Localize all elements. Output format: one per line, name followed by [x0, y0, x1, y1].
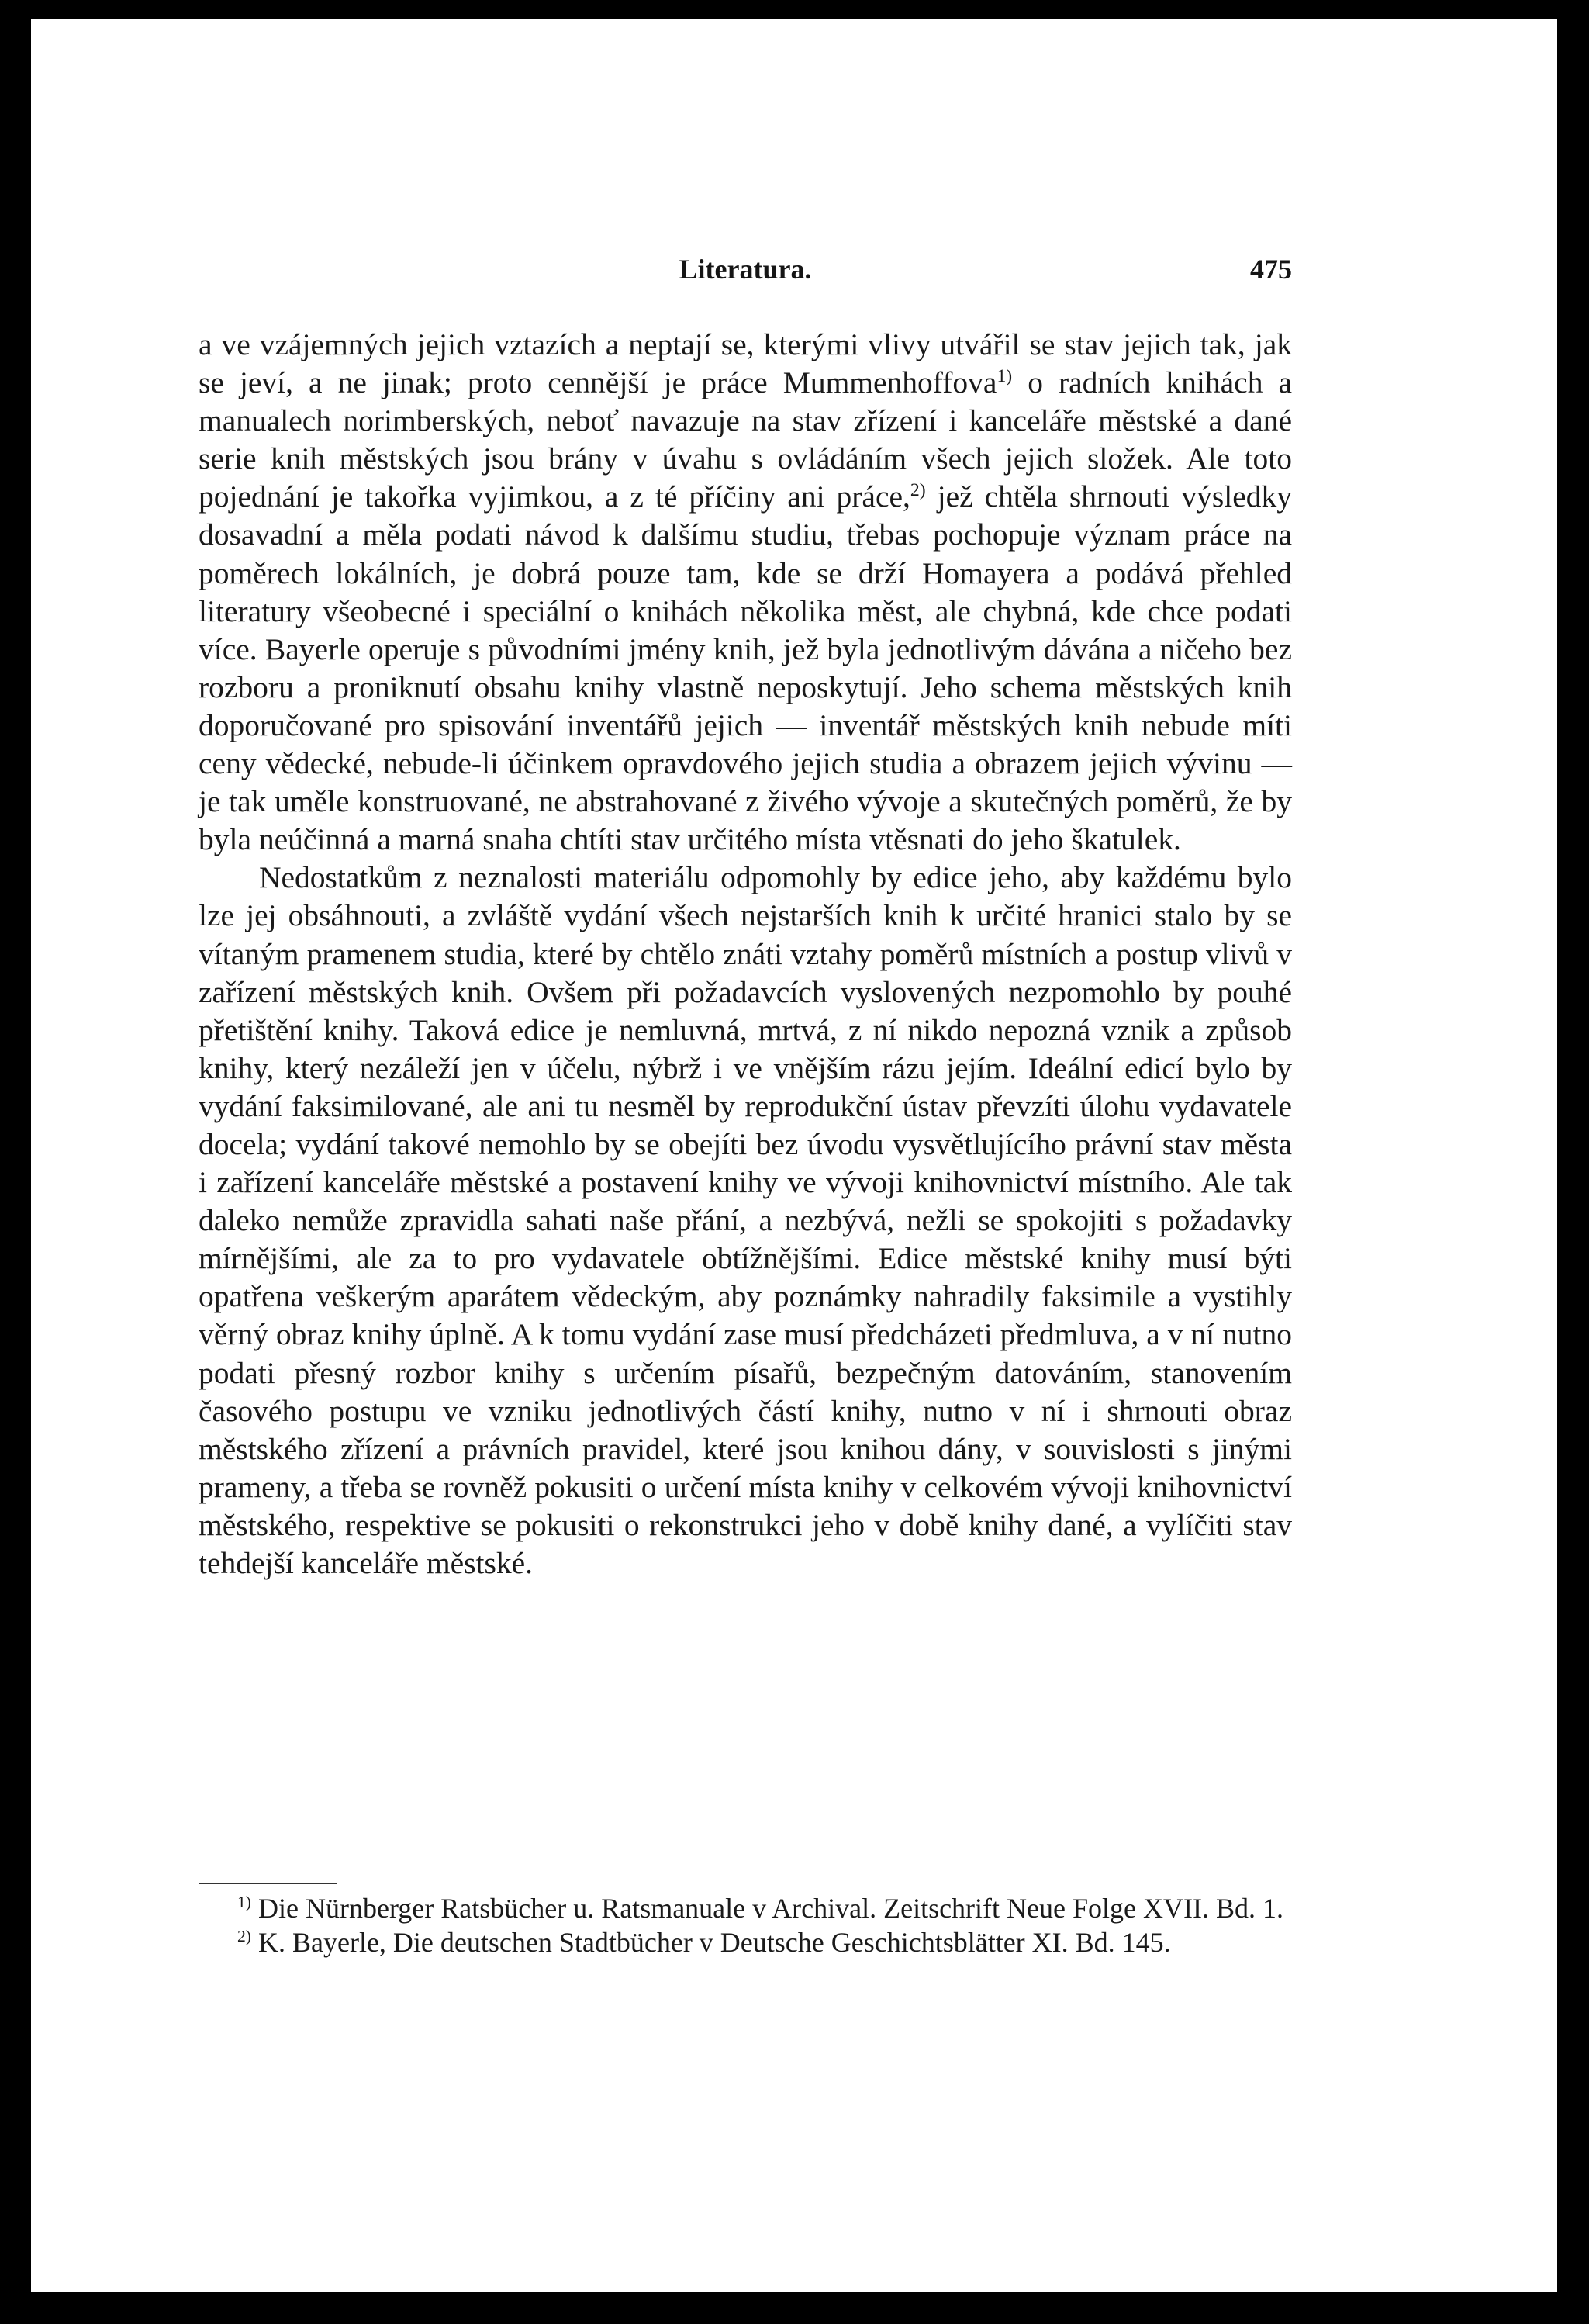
paragraph-1	[199, 326, 1292, 859]
paragraph-1-part-3: jež chtěla shrnouti výsledky dosavadní a měla podati návod k dalšímu studiu, třebas pochopuje význam práce na poměrech lokálních, je dobrá pouze tam, kde se drží Homayera a podává přehled literatury všeobecné i speciální o knihách několika měst, ale chybná, kde chce podati více. Bayerle operuje s původními jmény knih, jež byla jednotlivým dávána a ničeho bez rozboru a proniknutí obsahu knihy vlastně neposkytují. Jeho schema městských knih doporučované pro spisování inventářů jejich — inventář městských knih nebude míti ceny vědecké, nebude-li účinkem opravdového jejich studia a obrazem jejich vývinu — je tak uměle konstruované, ne abstrahované z živého vývoje a skutečných poměrů, že by byla neúčinná a marná snaha chtíti stav určitého místa vtěsnati do jeho škatulek.	[199, 479, 1292, 857]
footnote-2-text: K. Bayerle, Die deutschen Stadtbücher v Deutsche Geschichtsblätter XI. Bd. 145.	[251, 1927, 1171, 1958]
footnote-divider	[199, 1883, 337, 1884]
footnote-2-marker: 2)	[237, 1927, 251, 1945]
footnote-ref-2: 2)	[910, 480, 926, 501]
paragraph-2: Nedostatkům z neznalosti materiálu odpomohly by edice jeho, aby každému bylo lze jej obsáhnouti, a zvláště vydání všech nejstarších knih k určité hranici stalo by se vítaným pramenem studia, které by chtělo znáti vztahy poměrů místních a postup vlivů v zařízení městských knih. Ovšem při požadavcích vyslovených nezpomohlo by pouhé přetištění knihy. Taková edice je nemluvná, mrtvá, z ní nikdo nepozná vznik a způsob knihy, který nezáleží jen v účelu, nýbrž i ve vnějším rázu jejím. Ideální edicí bylo by vydání faksimilované, ale ani tu nesměl by reprodukční ústav převzíti úlohu vydavatele docela; vydání takové nemohlo by se obejíti bez úvodu vysvětlujícího právní stav města i zařízení kanceláře městské a postavení knihy ve vývoji knihovnictví místního. Ale tak daleko nemůže zpravidla sahati naše přání, a nezbývá, nežli se spokojiti s požadavky mírnějšími, ale za to pro vydavatele obtížnějšími. Edice městské knihy musí býti opatřena veškerým aparátem vědeckým, aby poznámky nahradily faksimile a vystihly věrný obraz knihy úplně. A k tomu vydání zase musí předcházeti předmluva, a v ní nutno podati přesný rozbor knihy s určením písařů, bezpečným datováním, stanovením časového postupu ve vzniku jednotlivých částí knihy, nutno v ní i shrnouti obraz městského zřízení a právních pravidel, které jsou knihou dány, v souvislosti s jinými prameny, a třeba se rovněž pokusiti o určení místa knihy v celkovém vývoji knihovnictví městského, respektive se pokusiti o rekonstrukci jeho v době knihy dané, a vylíčiti stav tehdejší kanceláře městské.	[199, 860, 1292, 1580]
running-header	[199, 253, 1292, 292]
main-text	[199, 326, 1292, 1582]
footnotes	[199, 1891, 1292, 1959]
footnote-1	[199, 1891, 1292, 1925]
footnote-2	[199, 1925, 1292, 1959]
footnote-ref-1: 1)	[997, 365, 1013, 386]
paragraph-1-part-2: o radních knihách a manualech norimberských, neboť navazuje na stav zřízení i kanceláře městské a dané serie knih městských jsou brány v úvahu s ovládáním všech jejich složek. Ale toto pojednání je takořka vyjimkou, a z té příčiny ani práce,	[199, 365, 1293, 514]
page-number: 475	[1250, 254, 1292, 285]
footnote-1-text: Die Nürnberger Ratsbücher u. Ratsmanuale v Archival. Zeitschrift Neue Folge XVII. Bd. 1.	[251, 1893, 1283, 1924]
paragraph-1-part-1: a ve vzájemných jejich vztazích a neptají se, kterými vlivy utvářil se stav jejich tak, jak se jeví, a ne jinak; proto cennější je práce Mummenhoffova	[199, 327, 1292, 400]
header-title: Literatura.	[679, 254, 812, 285]
footnote-1-marker: 1)	[237, 1893, 251, 1911]
